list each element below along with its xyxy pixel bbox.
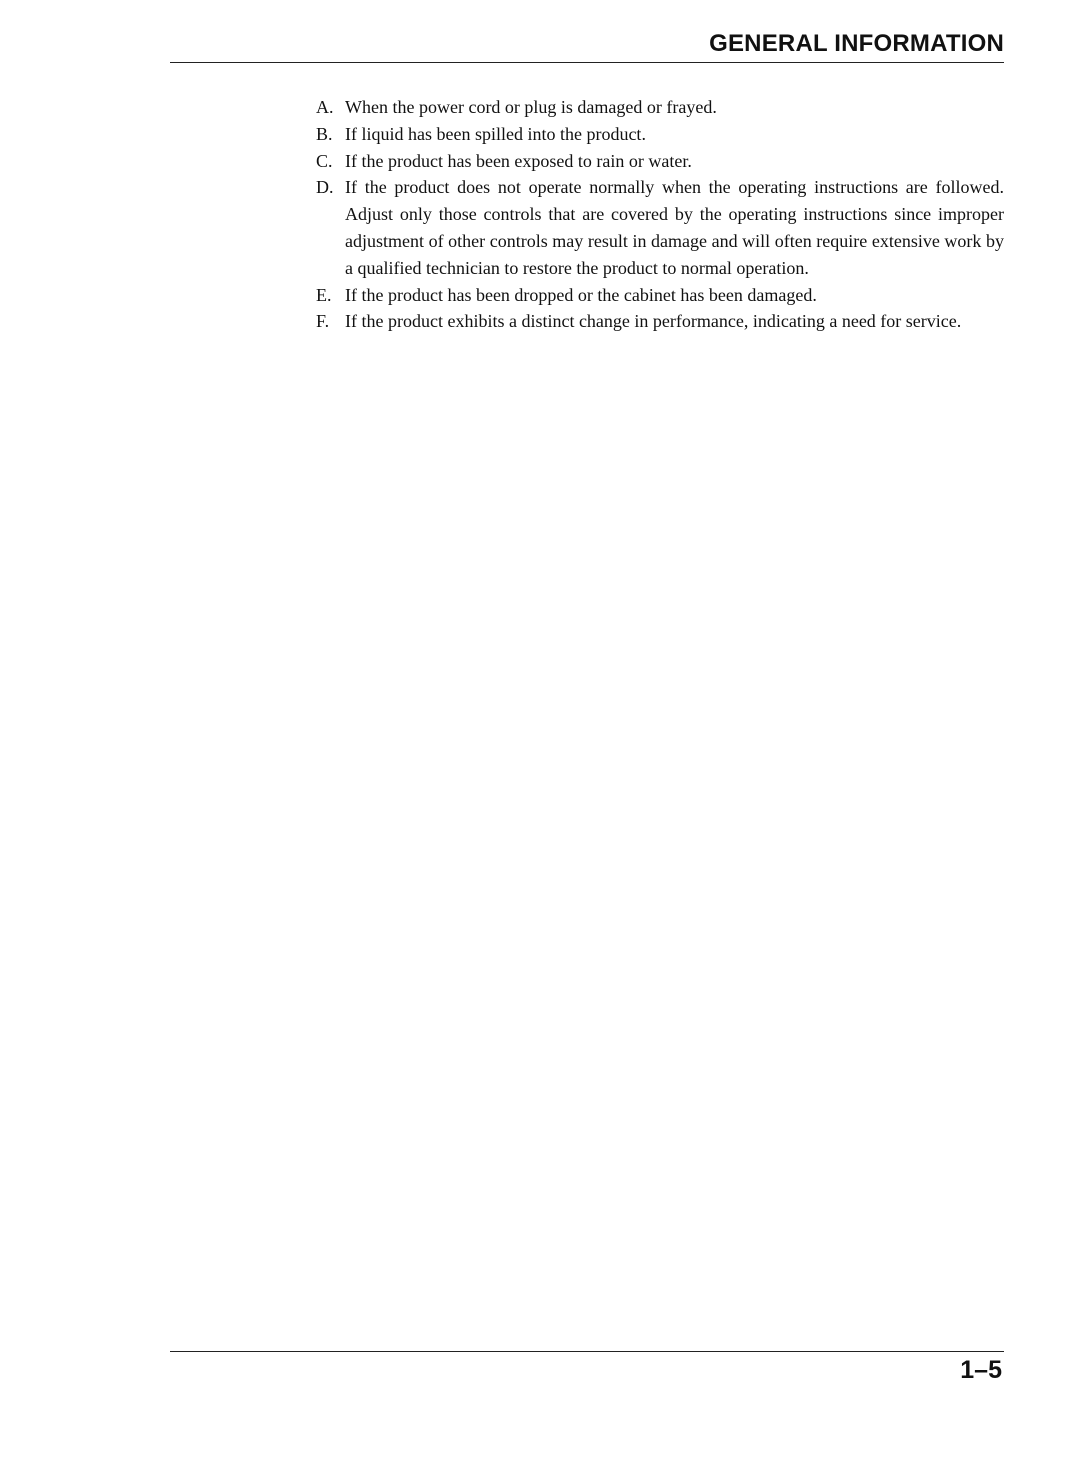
list-item-text: When the power cord or plug is damaged or frayed. [345,97,717,117]
list-item [316,174,1004,281]
list-item-text: If the product has been dropped or the cabinet has been damaged. [345,284,817,305]
list-item [316,121,1004,148]
list-item [316,148,1004,175]
list-item-letter: D. [316,177,334,198]
document-body [316,94,1004,335]
list-item-letter: E. [316,284,332,305]
list-item [316,282,1004,309]
list-item-letter: A. [316,97,334,117]
list-item-letter: C. [316,150,333,171]
list-item [316,308,1004,335]
page-header [170,28,1004,63]
list-item-text: If the product has been exposed to rain or water. [345,150,692,171]
list-item-text: If liquid has been spilled into the product. [345,123,646,144]
list-item-letter: F. [316,311,330,332]
service-conditions-list [316,94,1004,335]
page-footer [170,1351,1004,1384]
header-title: GENERAL INFORMATION [709,30,1004,57]
page-number: 1–5 [960,1356,1002,1384]
list-item-letter: B. [316,123,333,144]
list-item-text: If the product exhibits a distinct change in performance, indicating a need for service. [345,311,962,332]
list-item [316,94,1004,121]
list-item-text: If the product does not operate normally when the operating instructions are followed. Adjust only those controls that are covered by the operating instructions since improper adjustment of other controls may result in damage and will often require extensive work by a qualified technician to restore the product to normal operation. [345,177,1004,278]
